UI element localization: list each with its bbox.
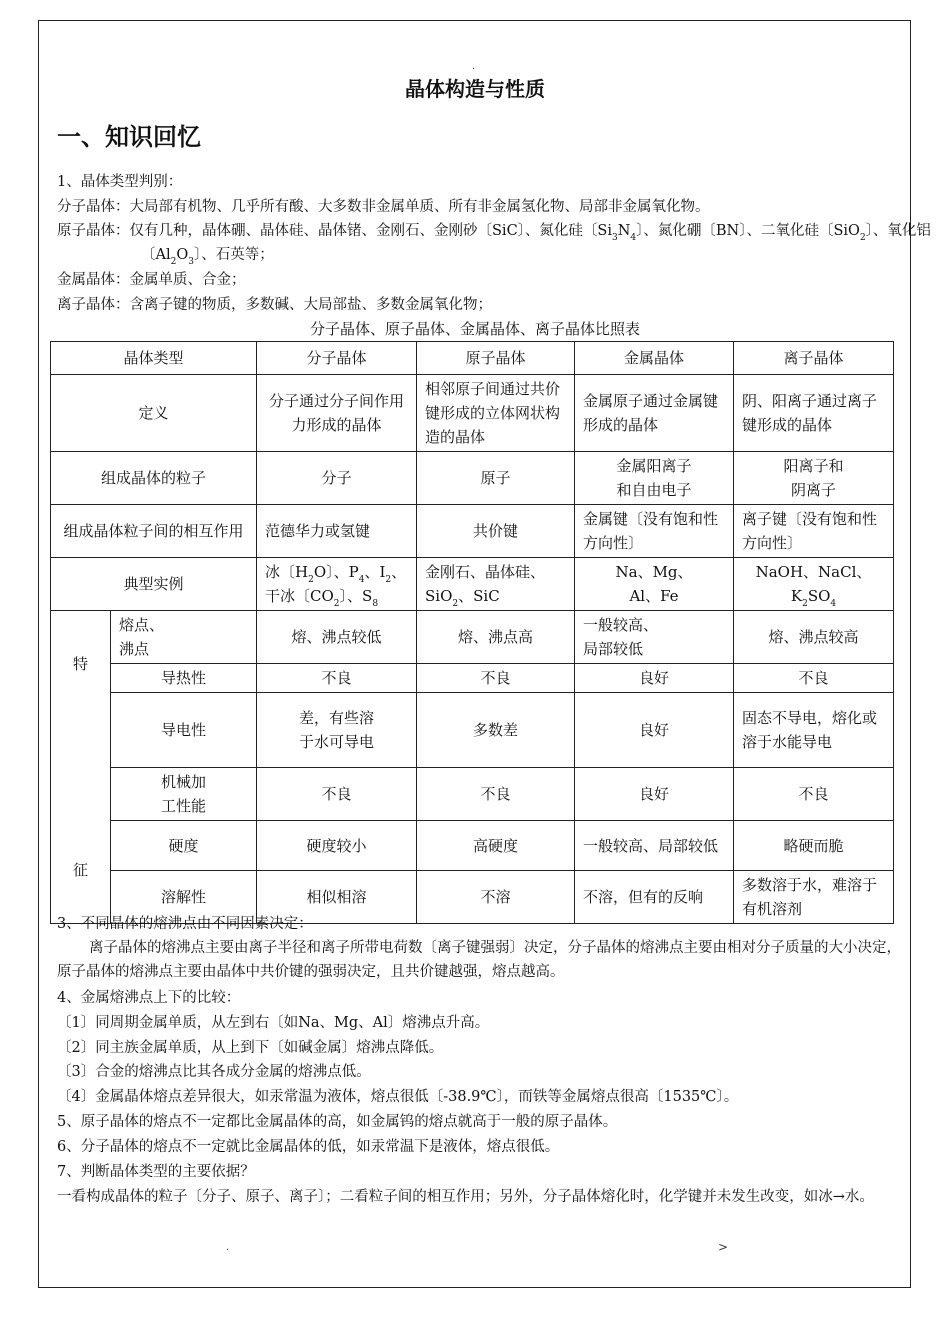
table-cell: 良好 (575, 693, 734, 768)
item4-point: 〔4〕金属晶体熔点差异很大，如汞常温为液体，熔点很低〔-38.9℃〕，而铁等金属熔点很高〔1535℃〕。 (57, 1089, 739, 1105)
header-cell: 原子晶体 (417, 342, 575, 375)
row-label: 导电性 (111, 693, 257, 768)
table-cell: 熔、沸点高 (417, 611, 575, 664)
row-label: 典型实例 (51, 558, 257, 611)
row-label: 组成晶体的粒子 (51, 452, 257, 505)
table-cell: 高硬度 (417, 821, 575, 871)
table-cell: 金属键〔没有饱和性方向性〕 (575, 505, 734, 558)
molecular-crystal-line: 分子晶体：大局部有机物、几乎所有酸、大多数非金属单质、所有非金属氢化物、局部非金属氧化物。 (57, 199, 710, 215)
footer-left-mark: . (226, 1242, 230, 1253)
table-cell: 阳离子和 阴离子 (734, 452, 894, 505)
table-row (51, 664, 894, 693)
feature-label-top: 特 (72, 655, 88, 673)
table-cell: 一般较高、 局部较低 (575, 611, 734, 664)
table-cell: Na、Mg、 Al、Fe (575, 558, 734, 611)
table-cell: 不良 (257, 768, 417, 821)
table-cell: 不溶，但有的反响 (575, 871, 734, 924)
table-cell: 不良 (734, 768, 894, 821)
table-cell: 不良 (417, 664, 575, 693)
table-row (51, 611, 894, 664)
table-cell: 冰〔$H_2O$〕、$P_4$、$I_2$、干冰〔$CO_2$〕、$S_8$ (257, 558, 417, 611)
atomic-crystal-line: 原子晶体：仅有几种，晶体硼、晶体硅、晶体锗、金刚石、金刚砂〔SiC〕、氮化硅〔$Si_3N_4$〕、氮化硼〔BN〕、二氧化硅〔SiO$_2$〕、氧化铝〔$Al_2O_3$〕、石英等； (57, 223, 931, 267)
table-cell: 共价键 (417, 505, 575, 558)
header-cell: 离子晶体 (734, 342, 894, 375)
table-cell: 相似相溶 (257, 871, 417, 924)
table-row (51, 375, 894, 452)
table-cell: 不良 (417, 768, 575, 821)
item4-point: 〔2〕同主族金属单质，从上到下〔如碱金属〕熔沸点降低。 (57, 1040, 444, 1056)
row-label: 机械加 工性能 (111, 768, 257, 821)
table-cell: 多数溶于水，难溶于有机溶剂 (734, 871, 894, 924)
table-cell: 范德华力或氢键 (257, 505, 417, 558)
header-cell: 金属晶体 (575, 342, 734, 375)
table-cell: 离子键〔没有饱和性方向性〕 (734, 505, 894, 558)
table-cell: 不良 (257, 664, 417, 693)
table-cell: 分子 (257, 452, 417, 505)
row-label: 导热性 (111, 664, 257, 693)
row-label: 硬度 (111, 821, 257, 871)
table-cell: 不溶 (417, 871, 575, 924)
table-cell: 良好 (575, 768, 734, 821)
ionic-crystal-line: 离子晶体：含离子键的物质，多数碱、大局部盐、多数金属氧化物； (57, 297, 492, 313)
table-cell: 熔、沸点较高 (734, 611, 894, 664)
table-cell: 原子 (417, 452, 575, 505)
footer-right-mark: > (718, 1240, 729, 1254)
item6-text: 6、分子晶体的熔点不一定就比金属晶体的低，如汞常温下是液体，熔点很低。 (57, 1139, 560, 1155)
table-cell: 良好 (575, 664, 734, 693)
item7-heading: 7、判断晶体类型的主要依据？ (57, 1164, 255, 1180)
table-row (51, 452, 894, 505)
row-label: 定义 (51, 375, 257, 452)
table-cell: 相邻原子间通过共价键形成的立体网状构造的晶体 (417, 375, 575, 452)
table-cell: 略硬而脆 (734, 821, 894, 871)
row-label: 溶解性 (111, 871, 257, 924)
item4-point: 〔1〕同周期金属单质，从左到右〔如Na、Mg、Al〕熔沸点升高。 (57, 1015, 490, 1031)
header-cell: 分子晶体 (257, 342, 417, 375)
table-cell: 硬度较小 (257, 821, 417, 871)
comparison-table (50, 341, 894, 924)
table-cell: 熔、沸点较低 (257, 611, 417, 664)
table-header-row (51, 342, 894, 375)
table-row (51, 693, 894, 768)
table-cell: 差，有些溶 于水可导电 (257, 693, 417, 768)
item3-body: 离子晶体的熔沸点主要由离子半径和离子所带电荷数〔离子键强弱〕决定，分子晶体的熔沸点主要由相对分子质量的大小决定，原子晶体的熔沸点主要由晶体中共价键的强弱决定，且共价键越强，熔点越高。 (57, 940, 901, 980)
table-cell: 多数差 (417, 693, 575, 768)
item5-text: 5、原子晶体的熔点不一定都比金属晶体的高，如金属钨的熔点就高于一般的原子晶体。 (57, 1114, 618, 1130)
table-cell: 不良 (734, 664, 894, 693)
section-heading: 一、知识回忆 (57, 123, 201, 151)
table-row (51, 768, 894, 821)
table-cell: NaOH、NaCl、$K_2SO_4$ (734, 558, 894, 611)
feature-label (51, 611, 111, 924)
feature-label-bottom: 征 (72, 861, 88, 879)
table-cell: 阴、阳离子通过离子键形成的晶体 (734, 375, 894, 452)
metallic-crystal-line: 金属晶体：金属单质、合金； (57, 272, 246, 288)
header-mark: . (472, 61, 476, 72)
header-cell: 晶体类型 (51, 342, 257, 375)
table-cell: 金属原子通过金属键形成的晶体 (575, 375, 734, 452)
page-title: 晶体构造与性质 (405, 77, 545, 101)
item4-point: 〔3〕合金的熔沸点比其各成分金属的熔沸点低。 (57, 1064, 371, 1080)
row-label: 组成晶体粒子间的相互作用 (51, 505, 257, 558)
table-caption: 分子晶体、原子晶体、金属晶体、离子晶体比照表 (309, 320, 640, 338)
table-cell: 分子通过分子间作用力形成的晶体 (257, 375, 417, 452)
table-cell: 金属阳离子 和自由电子 (575, 452, 734, 505)
table-row (51, 558, 894, 611)
table-cell: 金刚石、晶体硅、SiO$_2$、SiC (417, 558, 575, 611)
item3-heading: 3、不同晶体的熔沸点由不同因素决定： (57, 916, 313, 932)
item4-heading: 4、金属熔沸点上下的比较： (57, 990, 241, 1006)
item7-body: 一看构成晶体的粒子〔分子、原子、离子〕；二看粒子间的相互作用；另外，分子晶体熔化时，化学键并未发生改变，如冰→水。 (57, 1189, 874, 1205)
item1-heading: 1、晶体类型判别： (57, 174, 183, 190)
table-row (51, 821, 894, 871)
table-cell: 固态不导电，熔化或溶于水能导电 (734, 693, 894, 768)
table-cell: 一般较高、局部较低 (575, 821, 734, 871)
table-row (51, 505, 894, 558)
row-label: 熔点、 沸点 (111, 611, 257, 664)
